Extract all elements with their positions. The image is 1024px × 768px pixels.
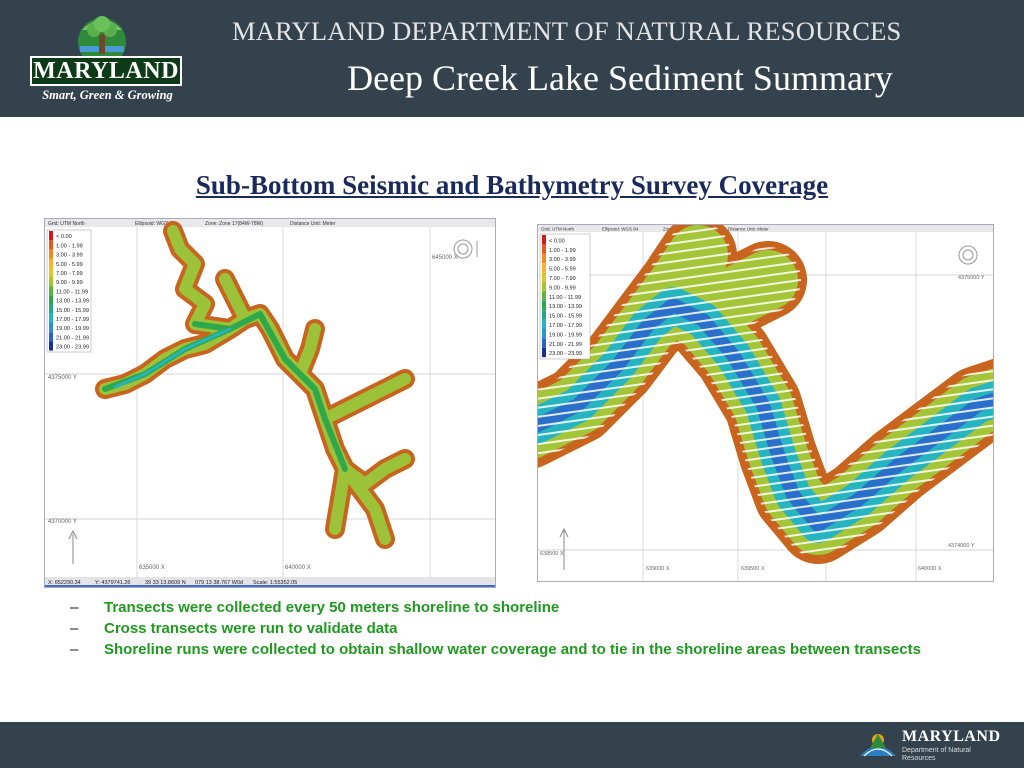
legend-label: 9.00 - 9.99 — [549, 285, 576, 292]
map1-ellipsoid-label: Ellipsoid: WGS 84 — [135, 221, 176, 227]
map2-grid-x3: 639500 X — [741, 566, 765, 572]
legend-swatch — [49, 249, 53, 258]
legend-label: 17.00 - 17.99 — [56, 317, 89, 323]
agency-title: MARYLAND DEPARTMENT OF NATURAL RESOURCES — [232, 16, 902, 46]
status-lat: 39 33 13.8609 N — [145, 580, 186, 586]
legend-swatch — [542, 263, 546, 272]
map1-unit-label: Distance Unit: Meter — [290, 221, 336, 227]
lake-bathymetry — [105, 231, 405, 539]
map2-unit-label: Distance Unit: Meter — [728, 226, 769, 232]
legend-swatch — [49, 231, 53, 240]
legend-swatch — [542, 291, 546, 300]
logo-wordmark: MARYLAND — [30, 56, 182, 86]
slide-heading: Sub-Bottom Seismic and Bathymetry Survey Coverage — [195, 170, 829, 200]
legend-swatch — [49, 332, 53, 341]
legend-swatch — [542, 273, 546, 282]
dash-icon: – — [70, 599, 79, 616]
legend-label: 21.00 - 21.99 — [56, 335, 89, 342]
maryland-logo — [20, 12, 190, 107]
legend-label: 13.00 - 13.99 — [549, 304, 582, 311]
legend-swatch — [542, 348, 546, 357]
bullet-list — [70, 600, 970, 663]
map2-grid-y2: 4374000 Y — [948, 543, 975, 549]
legend-label: 7.00 - 7.99 — [56, 271, 83, 277]
legend-swatch — [49, 277, 53, 286]
legend-label: 3.00 - 3.99 — [56, 252, 83, 259]
bathymetry-map-overview — [44, 218, 496, 588]
legend-swatch — [542, 301, 546, 310]
map2-ellipsoid-label: Ellipsoid: WGS 84 — [602, 226, 639, 232]
map2-grid-x4: 640000 X — [918, 566, 942, 572]
depth-legend — [540, 234, 590, 359]
depth-legend — [47, 230, 91, 352]
map2-grid-y1: 4375000 Y — [958, 275, 985, 281]
bullet-item: – Cross transects were run to validate data — [70, 620, 398, 637]
legend-label: 19.00 - 19.99 — [549, 332, 582, 339]
logo-tagline: Smart, Green & Growing — [42, 88, 173, 102]
status-lon: 079 13 38.767 W — [195, 580, 237, 586]
north-arrow-icon — [560, 529, 568, 570]
dnr-logo — [856, 726, 1006, 766]
map2-zone-label: Zone: Zone 17(84W-78W) — [663, 226, 716, 232]
legend-swatch — [49, 259, 53, 268]
bullet-item: – Transects were collected every 50 meters shoreline to shoreline — [70, 599, 560, 616]
map1-grid-x3: 645000 X — [432, 255, 458, 261]
legend-label: 17.00 - 17.99 — [549, 323, 582, 329]
map2-grid-x2: 639000 X — [646, 566, 670, 572]
legend-swatch — [542, 329, 546, 338]
map1-grid-y2: 4370000 Y — [48, 519, 77, 525]
status-y: Y: 4379741.26 — [95, 580, 131, 586]
legend-swatch — [542, 320, 546, 329]
legend-swatch — [542, 235, 546, 244]
legend-label: 9.00 - 9.99 — [56, 280, 83, 287]
deck-title: Deep Creek Lake Sediment Summary — [347, 58, 893, 98]
map1-grid-y1: 4375000 Y — [48, 375, 77, 381]
dnr-emblem-icon — [856, 726, 900, 766]
status-zoom: 0d — [237, 580, 244, 586]
map2-grid-x1: 638500 X — [540, 551, 564, 557]
legend-label: 23.00 - 23.99 — [56, 344, 89, 351]
map1-grid-label: Grid: UTM North — [48, 221, 85, 227]
legend-swatch — [49, 286, 53, 295]
legend-label: 15.00 - 15.99 — [56, 307, 89, 314]
legend-label: 19.00 - 19.99 — [56, 326, 89, 333]
legend-label: < 0.00 — [549, 238, 565, 245]
legend-swatch — [49, 240, 53, 249]
bathymetry-map-detail — [537, 224, 994, 582]
map1-zone-label: Zone: Zone 17(84W-78W) — [205, 221, 263, 227]
legend-swatch — [542, 244, 546, 253]
status-x: X: 652290.34 — [48, 580, 81, 586]
legend-label: 13.00 - 13.99 — [56, 298, 89, 305]
legend-swatch — [49, 295, 53, 304]
legend-label: 23.00 - 23.99 — [549, 351, 582, 358]
legend-label: 11.00 - 11.99 — [56, 289, 89, 296]
legend-label: 21.00 - 21.99 — [549, 341, 582, 348]
legend-swatch — [49, 305, 53, 314]
legend-label: 7.00 - 7.99 — [549, 276, 576, 282]
footer-logo-name: MARYLAND — [902, 728, 1001, 745]
legend-swatch — [542, 338, 546, 347]
legend-swatch — [49, 323, 53, 332]
footer-logo-sub: Department of Natural Resources — [902, 747, 971, 762]
legend-label: 3.00 - 3.99 — [549, 257, 576, 264]
legend-swatch — [542, 310, 546, 319]
footer-bar — [0, 722, 1024, 768]
legend-swatch — [49, 268, 53, 277]
legend-swatch — [49, 314, 53, 323]
legend-label: 1.00 - 1.99 — [549, 247, 576, 254]
legend-label: 15.00 - 15.99 — [549, 313, 582, 320]
legend-swatch — [542, 282, 546, 291]
legend-label: < 0.00 — [56, 234, 72, 241]
legend-label: 1.00 - 1.99 — [56, 243, 83, 250]
map1-grid-x1: 635000 X — [139, 565, 165, 571]
bathymetry-map-overview-graphic — [45, 219, 495, 587]
status-scale: Scale: 1:55352.05 — [253, 580, 298, 586]
compass-icon — [959, 246, 977, 264]
legend-label: 5.00 - 5.99 — [56, 261, 83, 268]
header-bar — [0, 0, 1024, 117]
lake-transects — [538, 255, 993, 525]
dash-icon: – — [70, 641, 79, 658]
legend-label: 5.00 - 5.99 — [549, 266, 576, 273]
map1-grid-x2: 640000 X — [285, 565, 311, 571]
dash-icon: – — [70, 620, 79, 637]
map2-grid-label: Grid: UTM North — [541, 226, 575, 232]
legend-label: 11.00 - 11.99 — [549, 294, 582, 301]
legend-swatch — [49, 341, 53, 350]
legend-swatch — [542, 254, 546, 263]
bathymetry-map-detail-graphic — [538, 225, 993, 581]
north-arrow-icon — [69, 531, 77, 564]
bullet-item: – Shoreline runs were collected to obtain shallow water coverage and to tie in the shoreline areas between transects — [70, 641, 921, 658]
tree-emblem-icon — [20, 12, 190, 60]
